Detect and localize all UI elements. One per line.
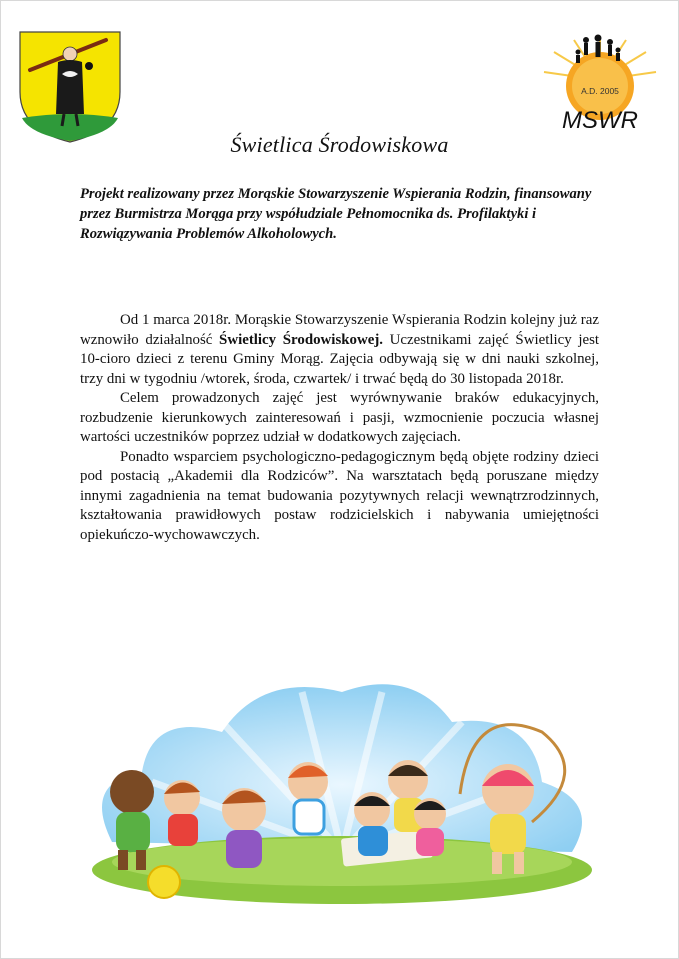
logo-year-text: A.D. 2005 [581, 86, 619, 96]
intro-paragraph: Projekt realizowany przez Morąskie Stowarzyszenie Wspierania Rodzin, finansowany przez Burmistrza Morąga przy współudziale Pełnomocnika ds. Profilaktyki i Rozwiązywania Problemów Alkoholowych. [80, 186, 592, 242]
page-title: Świetlica Środowiskowa [230, 132, 449, 157]
paragraph-1 [80, 311, 599, 389]
children-playing-illustration [72, 662, 612, 912]
paragraph-1-bold: Świetlicy Środowiskowej. [219, 331, 384, 348]
mswr-logo-icon [540, 32, 660, 144]
paragraph-2: Celem prowadzonych zajęć jest wyrównywanie braków edukacyjnych, rozbudzenie kierunkowych zainteresowań i pasji, wzmocnienie poczucia własnej wartości uczestników poprzez udział w dodatkowych zajęciach. [80, 390, 599, 445]
coat-of-arms-icon [18, 30, 122, 144]
body-text [80, 311, 599, 545]
paragraph-1-after: Uczestnikami zajęć Świetlicy jest 10-cioro dzieci z terenu Gminy Morąg. Zajęcia odbywają się w dni nauki szkolnej, trzy dni w tygodniu /wtorek, środa, czwartek/ i trwać będą do 30 listopada 2018r. [80, 331, 600, 387]
paragraph-3: Ponadto wsparciem psychologiczno-pedagogicznym będą objęte rodziny dzieci pod postacią „Akademii dla Rodziców”. Na warsztatach będą poruszane między innymi zagadnienia na temat budowania pozytywnych relacji wewnątrzrodzinnych, kształtowania prawidłowych postaw rodzicielskich i nabywania umiejętności opiekuńczo-wychowawczych. [80, 448, 599, 543]
logo-acronym: MSWR [562, 107, 638, 134]
paragraph-1-before: Od 1 marca 2018r. Morąskie Stowarzyszenie Wspierania Rodzin kolejny już raz wznowiło działalność [80, 312, 599, 348]
